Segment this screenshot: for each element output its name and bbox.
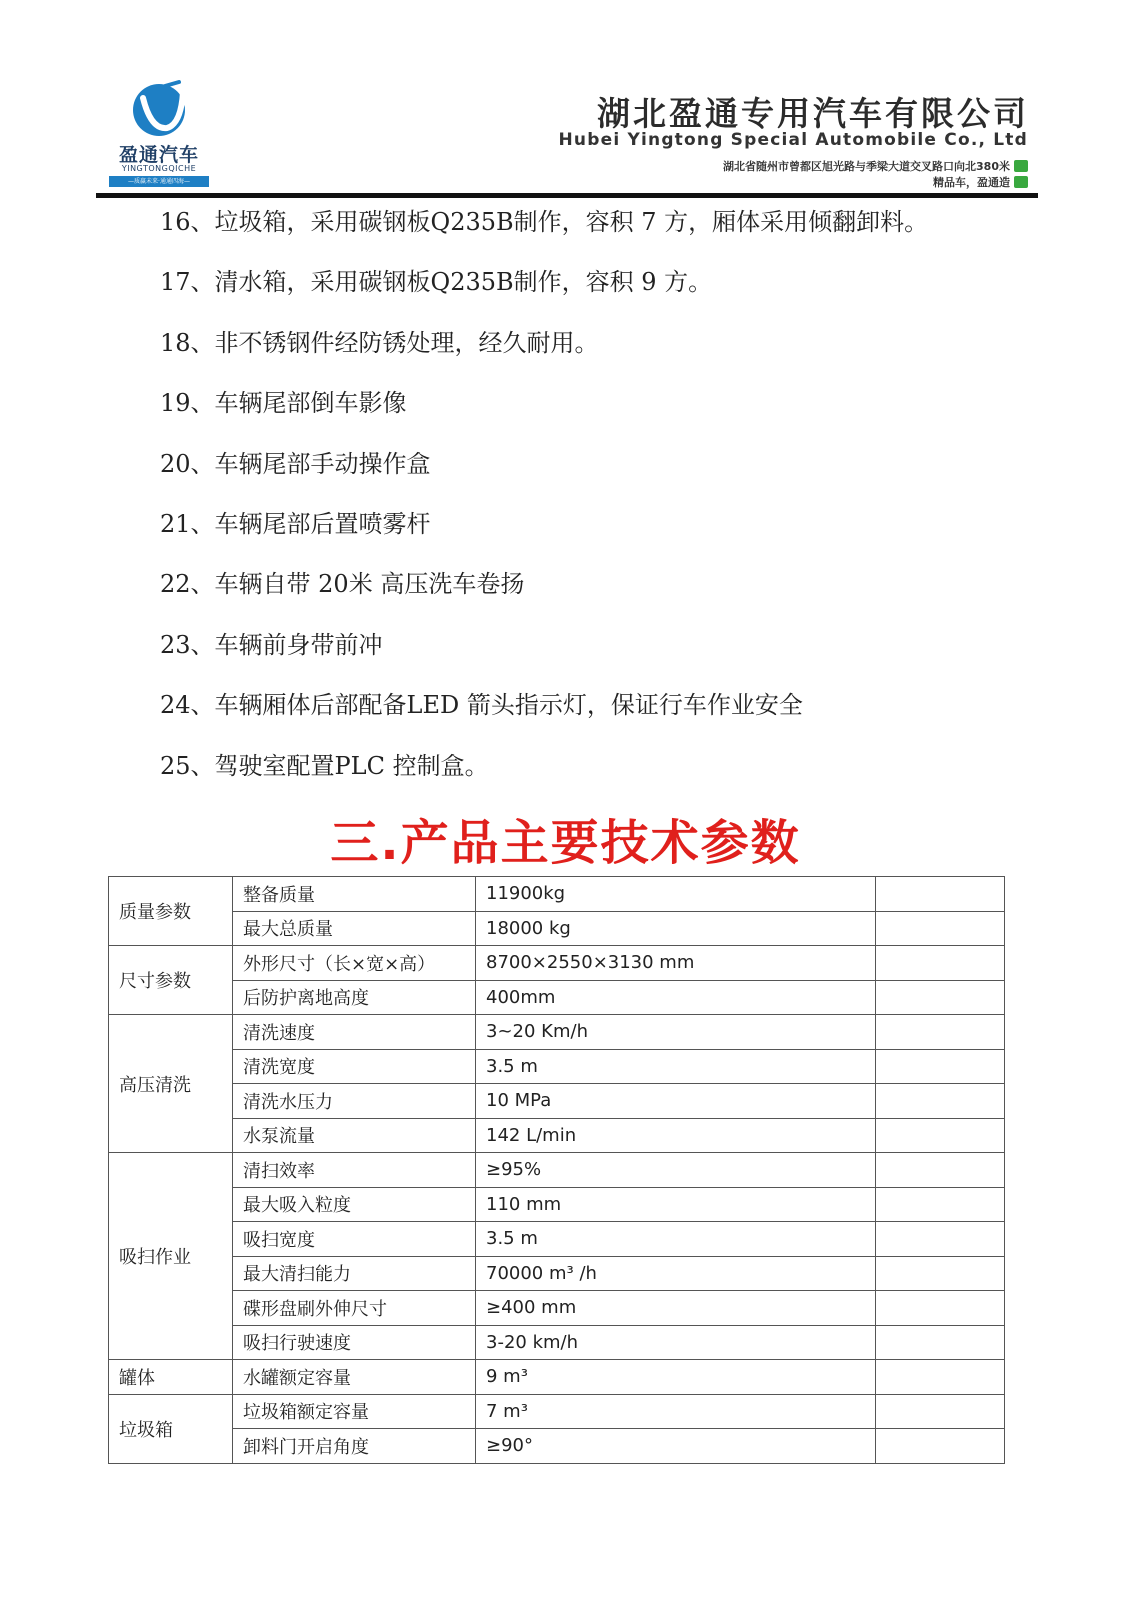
group-cell-mass: 质量参数: [109, 877, 233, 946]
company-name-en: Hubei Yingtong Special Automobile Co., Ltd: [558, 130, 1028, 150]
logo-slogan: —质赢未来·通通四海—: [109, 176, 209, 187]
param-value: 3.5 m: [476, 1049, 876, 1084]
param-value: 3.5 m: [476, 1222, 876, 1257]
param-value: 8700×2550×3130 mm: [476, 946, 876, 981]
blank-cell: [876, 877, 1005, 912]
param-value: 142 L/min: [476, 1118, 876, 1153]
list-item: 19、车辆尾部倒车影像: [160, 389, 407, 418]
table-row: [109, 1394, 1005, 1429]
param-name: 后防护离地高度: [233, 980, 476, 1015]
param-value: 70000 m³ /h: [476, 1256, 876, 1291]
param-value: ≥400 mm: [476, 1291, 876, 1326]
param-name: 整备质量: [233, 877, 476, 912]
blank-cell: [876, 1153, 1005, 1188]
table-row: [109, 1187, 1005, 1222]
param-value: ≥95%: [476, 1153, 876, 1188]
blank-cell: [876, 1360, 1005, 1395]
param-value: 7 m³: [476, 1394, 876, 1429]
param-value: 18000 kg: [476, 911, 876, 946]
spec-table: [108, 876, 1005, 1464]
list-item: 16、垃圾箱，采用碳钢板Q235B制作，容积 7 方，厢体采用倾翻卸料。: [160, 208, 929, 236]
group-cell-bin: 垃圾箱: [109, 1394, 233, 1463]
table-row: [109, 1118, 1005, 1153]
blank-cell: [876, 946, 1005, 981]
list-item: 20、车辆尾部手动操作盒: [160, 449, 431, 478]
slogan-text: 精品车，盈通造: [933, 176, 1010, 189]
company-name-cn: 湖北盈通专用汽车有限公司: [597, 94, 1029, 133]
table-row: [109, 980, 1005, 1015]
blank-cell: [876, 980, 1005, 1015]
blank-cell: [876, 1256, 1005, 1291]
table-row: [109, 1153, 1005, 1188]
param-value: 400mm: [476, 980, 876, 1015]
table-row: [109, 1360, 1005, 1395]
param-name: 水泵流量: [233, 1118, 476, 1153]
blank-cell: [876, 1394, 1005, 1429]
table-row: [109, 1015, 1005, 1050]
blank-cell: [876, 1084, 1005, 1119]
list-item: 18、非不锈钢件经防锈处理，经久耐用。: [160, 328, 599, 357]
list-item: 17、清水箱，采用碳钢板Q235B制作，容积 9 方。: [160, 268, 713, 297]
param-name: 外形尺寸（长×宽×高）: [233, 946, 476, 981]
param-name: 清洗宽度: [233, 1049, 476, 1084]
slogan-badge-icon: [1014, 176, 1028, 188]
blank-cell: [876, 1015, 1005, 1050]
param-value: ≥90°: [476, 1429, 876, 1464]
param-name: 最大总质量: [233, 911, 476, 946]
logo-text-en: YINGTONGQICHE: [121, 164, 197, 173]
section-title: 三.产品主要技术参数: [330, 815, 801, 871]
param-name: 最大吸入粒度: [233, 1187, 476, 1222]
company-logo: [105, 78, 213, 190]
param-value: 11900kg: [476, 877, 876, 912]
table-row: [109, 1222, 1005, 1257]
param-name: 最大清扫能力: [233, 1256, 476, 1291]
table-row: [109, 1049, 1005, 1084]
param-value: 10 MPa: [476, 1084, 876, 1119]
list-item: 21、车辆尾部后置喷雾杆: [160, 509, 431, 538]
blank-cell: [876, 1325, 1005, 1360]
address-badge-icon: [1014, 160, 1028, 172]
table-row: [109, 877, 1005, 912]
list-item: 25、驾驶室配置PLC 控制盒。: [160, 751, 489, 780]
table-row: [109, 946, 1005, 981]
param-name: 清洗速度: [233, 1015, 476, 1050]
table-row: [109, 1256, 1005, 1291]
blank-cell: [876, 1222, 1005, 1257]
param-value: 3~20 Km/h: [476, 1015, 876, 1050]
blank-cell: [876, 1429, 1005, 1464]
table-row: [109, 1084, 1005, 1119]
company-slogan: [933, 174, 1028, 190]
group-cell-size: 尺寸参数: [109, 946, 233, 1015]
param-name: 卸料门开启角度: [233, 1429, 476, 1464]
param-value: 9 m³: [476, 1360, 876, 1395]
blank-cell: [876, 1187, 1005, 1222]
blank-cell: [876, 1118, 1005, 1153]
param-value: 110 mm: [476, 1187, 876, 1222]
address-text: 湖北省随州市曾都区旭光路与季梁大道交叉路口向北380米: [723, 160, 1010, 173]
list-item: 23、车辆前身带前冲: [160, 630, 383, 659]
header-divider: [96, 193, 1038, 198]
blank-cell: [876, 1291, 1005, 1326]
table-row: [109, 1291, 1005, 1326]
group-cell-tank: 罐体: [109, 1360, 233, 1395]
company-address: [723, 158, 1028, 174]
list-item: 24、车辆厢体后部配备LED 箭头指示灯，保证行车作业安全: [160, 691, 803, 720]
table-row: [109, 1325, 1005, 1360]
param-name: 吸扫宽度: [233, 1222, 476, 1257]
blank-cell: [876, 911, 1005, 946]
logo-mark-icon: [121, 78, 197, 138]
letterhead: [0, 0, 1131, 200]
feature-list: [160, 204, 1040, 808]
blank-cell: [876, 1049, 1005, 1084]
param-name: 碟形盘刷外伸尺寸: [233, 1291, 476, 1326]
group-cell-sweep: 吸扫作业: [109, 1153, 233, 1360]
group-cell-wash: 高压清洗: [109, 1015, 233, 1153]
table-row: [109, 1429, 1005, 1464]
logo-text-cn: 盈通汽车: [118, 144, 199, 166]
param-name: 吸扫行驶速度: [233, 1325, 476, 1360]
param-name: 垃圾箱额定容量: [233, 1394, 476, 1429]
param-name: 水罐额定容量: [233, 1360, 476, 1395]
param-value: 3-20 km/h: [476, 1325, 876, 1360]
param-name: 清洗水压力: [233, 1084, 476, 1119]
table-row: [109, 911, 1005, 946]
list-item: 22、车辆自带 20米 高压洗车卷扬: [160, 570, 525, 599]
param-name: 清扫效率: [233, 1153, 476, 1188]
